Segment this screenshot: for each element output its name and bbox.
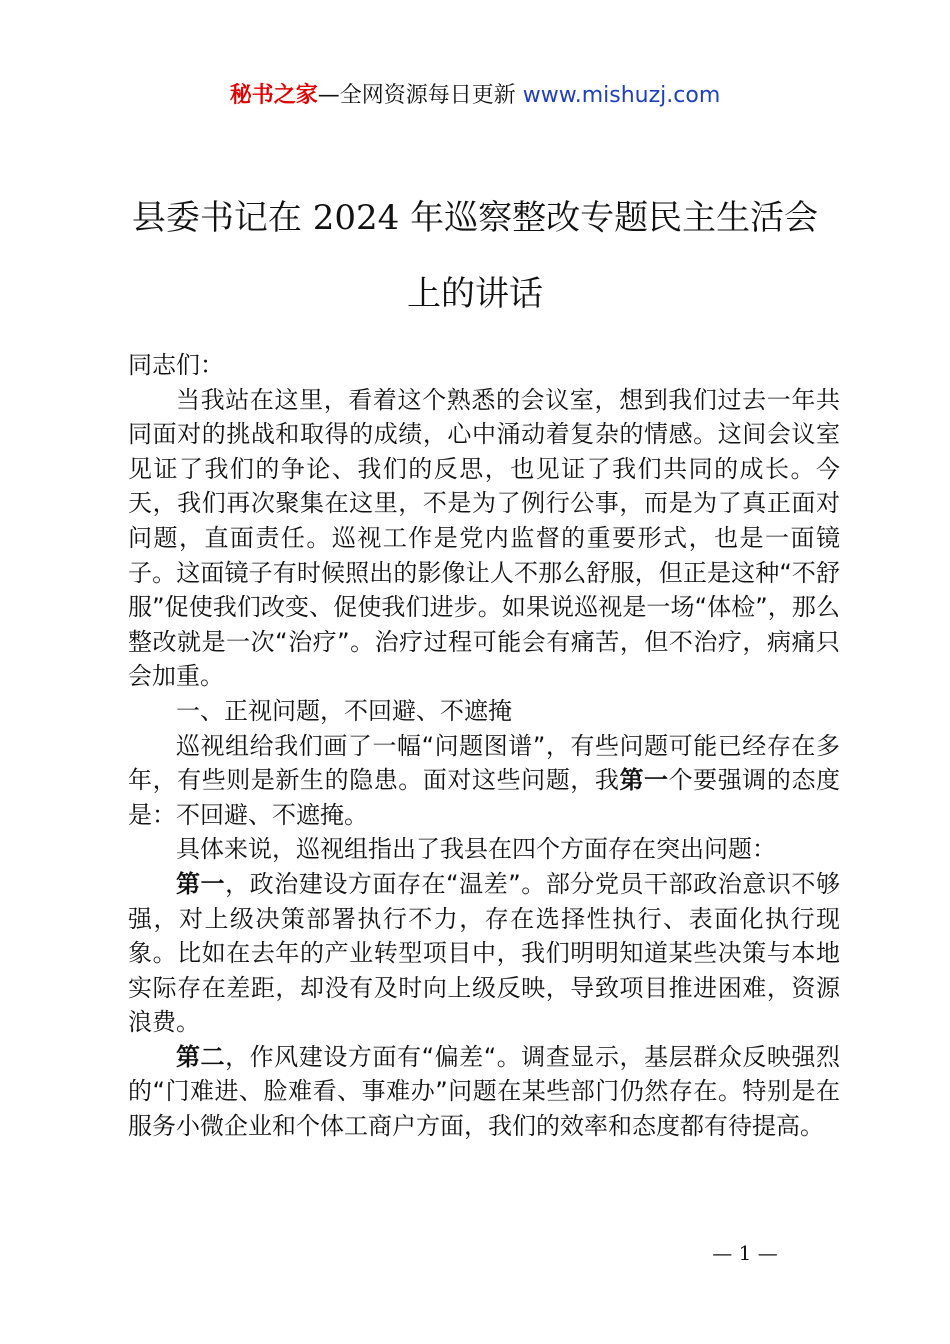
brand-name: 秘书之家	[229, 83, 318, 108]
greeting: 同志们：	[128, 351, 224, 379]
title-line-1: 县委书记在 2024 年巡察整改专题民主生活会	[131, 198, 819, 238]
paragraph-political-construction	[128, 867, 840, 1040]
emphasis-text: 第二	[176, 1042, 226, 1071]
emphasis-text: 第一	[619, 766, 669, 795]
paragraph-four-aspects: 具体来说，巡视组指出了我县在四个方面存在突出问题：	[176, 835, 776, 864]
paragraph-intro: 当我站在这里，看着这个熟悉的会议室，想到我们过去一年共同面对的挑战和取得的成绩，心中涌动着复杂的情感。这间会议室见证了我们的争论、我们的反思，也见证了我们共同的成长。今天，我们再次聚集在这里，不是为了例行公事，而是为了真正面对问题，直面责任。巡视工作是党内监督的重要形式，也是一面镜子。这面镜子有时候照出的影像让人不那么舒服，但正是这种“不舒服”促使我们改变、促使我们进步。如果说巡视是一场“体检”，那么整改就是一次“治疗”。治疗过程可能会有痛苦，但不治疗，病痛只会加重。	[128, 385, 840, 691]
document-title	[120, 180, 830, 332]
paragraph-problem-map	[128, 729, 840, 833]
site-header	[0, 78, 950, 114]
paragraph-text: 个要强调的态度是：不回避、不遮掩。	[128, 766, 841, 829]
page-number: — 1 —	[712, 1241, 778, 1265]
paragraph-text: 巡视组给我们画了一幅“问题图谱”，有些问题可能已经存在多年，有些则是新生的隐患。面对这些问题，我	[128, 731, 840, 795]
header-slogan: —全网资源每日更新	[317, 83, 516, 108]
section-heading-1: 一、正视问题，不回避、不遮掩	[176, 696, 512, 725]
title-line-2: 上的讲话	[407, 274, 543, 314]
paragraph-text: ，政治建设方面存在“温差”。部分党员干部政治意识不够强，对上级决策部署执行不力，存在选择性执行、表面化执行现象。比如在去年的产业转型项目中，我们明明知道某些决策与本地实际存在差距，却没有及时向上级反映，导致项目推进困难，资源浪费。	[128, 869, 840, 1037]
emphasis-text: 第一	[176, 869, 226, 898]
site-url-link[interactable]: www.mishuzj.com	[522, 83, 721, 108]
paragraph-work-style	[128, 1040, 840, 1144]
paragraph-text: ，作风建设方面有“偏差“。调查显示，基层群众反映强烈的“门难进、脸难看、事难办”问题在某些部门仍然存在。特别是在服务小微企业和个体工商户方面，我们的效率和态度都有待提高。	[128, 1042, 840, 1141]
document-body	[128, 348, 840, 1144]
